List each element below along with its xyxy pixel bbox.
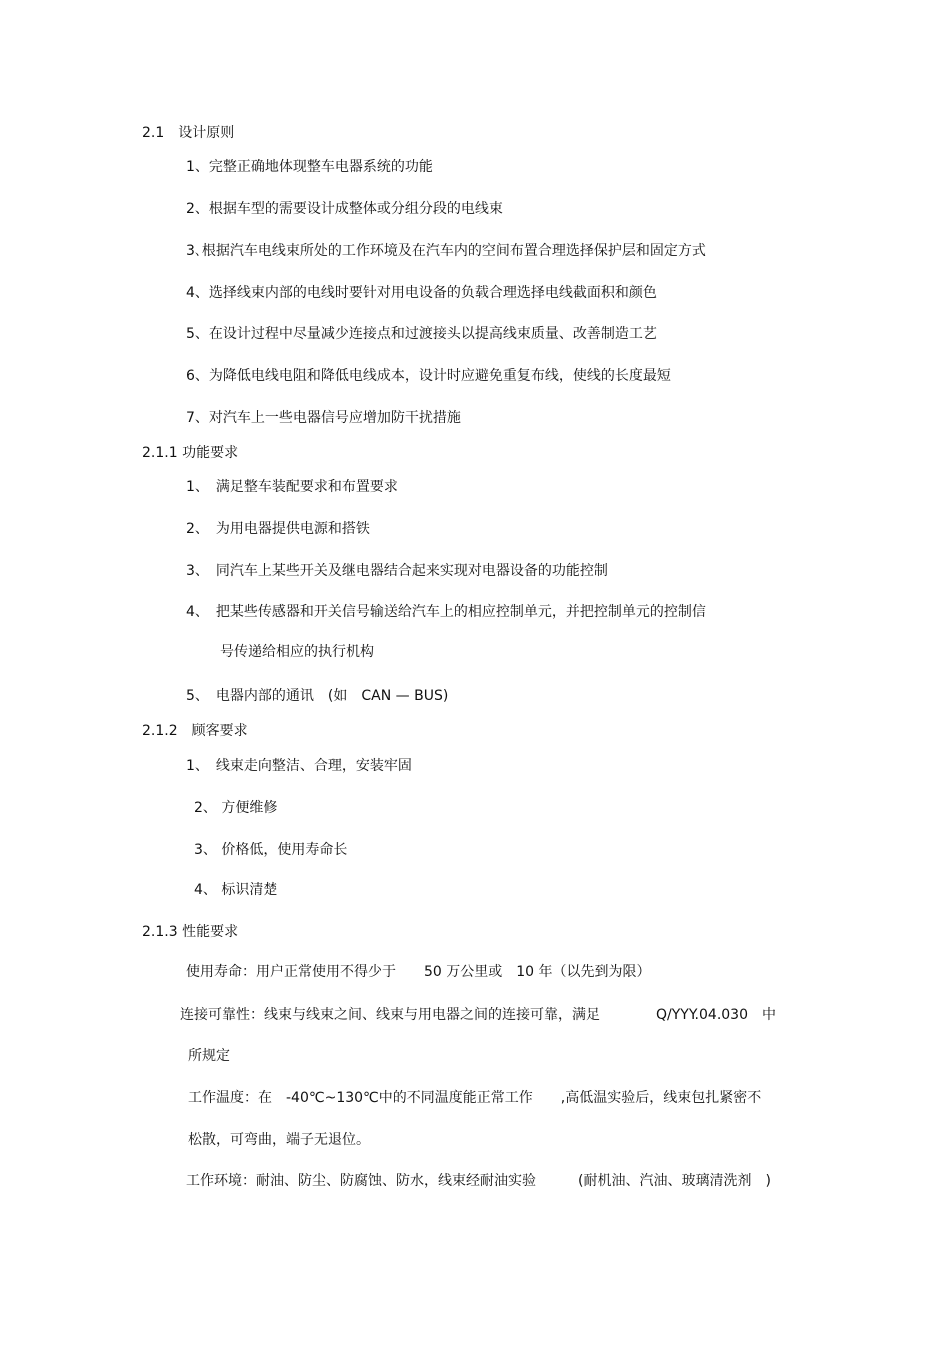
paragraph-line: 使用寿命：用户正常使用不得少于 50 万公里或 10 年（以先到为限） (186, 964, 651, 980)
list-item: 2、 为用电器提供电源和搭铁 (186, 521, 370, 537)
list-item: 2、 方便维修 (194, 800, 278, 816)
section-heading: 2.1.2 顾客要求 (142, 723, 248, 739)
list-item: 7、对汽车上一些电器信号应增加防干扰措施 (186, 410, 461, 426)
section-heading: 2.1 设计原则 (142, 125, 235, 141)
list-item: 4、选择线束内部的电线时要针对用电设备的负载合理选择电线截面积和颜色 (186, 285, 657, 301)
list-item: 4、 标识清楚 (194, 882, 278, 898)
list-item: 3、 价格低，使用寿命长 (194, 842, 348, 858)
list-item: 5、在设计过程中尽量减少连接点和过渡接头以提高线束质量、改善制造工艺 (186, 326, 657, 342)
paragraph-line: 工作温度：在 -40℃~130℃中的不同温度能正常工作 ,高低温实验后，线束包扎紧密不 (188, 1090, 762, 1106)
paragraph-line: 连接可靠性：线束与线束之间、线束与用电器之间的连接可靠，满足 Q/YYY.04.030 中 (180, 1007, 776, 1023)
list-item: 4、 把某些传感器和开关信号输送给汽车上的相应控制单元，并把控制单元的控制信 (186, 604, 706, 620)
section-heading: 2.1.1 功能要求 (142, 445, 239, 461)
list-item: 1、完整正确地体现整车电器系统的功能 (186, 159, 433, 175)
list-item: 5、 电器内部的通讯 (如 CAN — BUS) (186, 688, 449, 704)
list-item-continuation: 号传递给相应的执行机构 (220, 644, 374, 660)
paragraph-line: 所规定 (188, 1048, 230, 1064)
list-item: 6、为降低电线电阻和降低电线成本，设计时应避免重复布线，使线的长度最短 (186, 368, 671, 384)
paragraph-line: 松散，可弯曲，端子无退位。 (188, 1132, 370, 1148)
list-item: 2、根据车型的需要设计成整体或分组分段的电线束 (186, 201, 503, 217)
list-item: 3､根据汽车电线束所处的工作环境及在汽车内的空间布置合理选择保护层和固定方式 (186, 243, 706, 259)
list-item: 1、 线束走向整洁、合理，安装牢固 (186, 758, 412, 774)
paragraph-line: 工作环境：耐油、防尘、防腐蚀、防水，线束经耐油实验 (耐机油、汽油、玻璃清洗剂 ) (186, 1173, 771, 1189)
list-item: 3、 同汽车上某些开关及继电器结合起来实现对电器设备的功能控制 (186, 563, 608, 579)
list-item: 1、 满足整车装配要求和布置要求 (186, 479, 398, 495)
section-heading: 2.1.3 性能要求 (142, 924, 239, 940)
